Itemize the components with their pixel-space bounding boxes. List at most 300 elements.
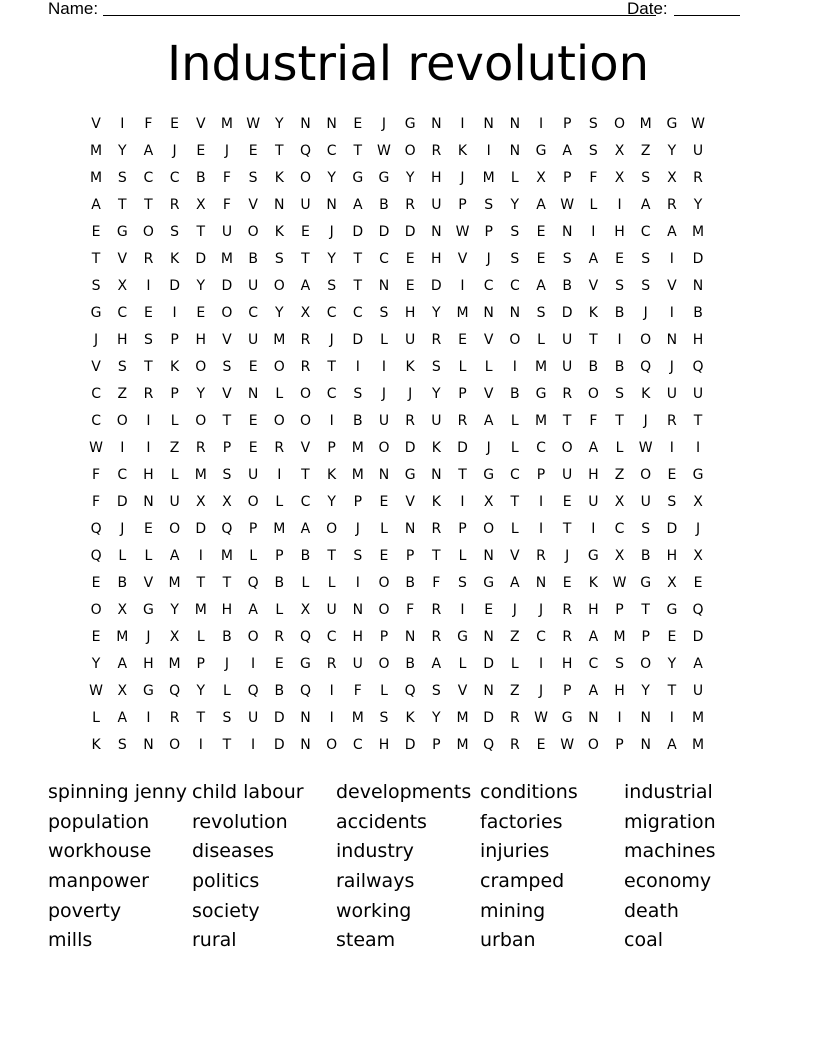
grid-letter: R — [143, 386, 154, 402]
grid-letter: N — [300, 737, 311, 753]
grid-letter: U — [692, 143, 704, 159]
grid-letter: V — [588, 278, 599, 294]
grid-letter: J — [538, 683, 544, 699]
grid-letter: D — [430, 278, 442, 294]
grid-row — [83, 570, 711, 597]
grid-letter: N — [640, 710, 651, 726]
grid-letter: R — [431, 143, 442, 159]
grid-letter: M — [691, 737, 705, 753]
grid-letter: R — [169, 197, 180, 213]
grid-letter: F — [144, 116, 153, 132]
grid-letter: M — [116, 629, 129, 645]
grid-letter: Q — [169, 683, 181, 699]
grid-letter: D — [692, 629, 704, 645]
grid-letter: M — [168, 656, 181, 672]
grid-row — [83, 462, 711, 489]
grid-letter: H — [352, 629, 364, 645]
grid-letter: M — [691, 224, 705, 240]
grid-letter: C — [614, 521, 625, 537]
grid-letter: I — [460, 116, 465, 132]
grid-letter: K — [457, 143, 468, 159]
grid-letter: G — [692, 467, 704, 483]
grid-letter: Y — [327, 494, 336, 510]
grid-letter: V — [195, 116, 206, 132]
grid-letter: R — [562, 602, 573, 618]
grid-letter: A — [536, 278, 546, 294]
grid-letter: S — [641, 278, 651, 294]
grid-letter: S — [667, 494, 677, 510]
grid-letter: O — [169, 521, 181, 537]
grid-letter: T — [301, 251, 310, 267]
grid-letter: L — [92, 710, 100, 726]
grid-letter: W — [560, 737, 575, 753]
grid-letter: N — [404, 629, 416, 645]
grid-letter: J — [486, 251, 491, 267]
grid-letter: S — [117, 359, 127, 375]
grid-letter: N — [431, 224, 442, 240]
grid-letter: T — [327, 548, 336, 564]
grid-letter: X — [117, 278, 128, 294]
grid-row — [83, 327, 711, 354]
word-list-item: economy — [624, 870, 712, 893]
grid-letter: M — [351, 440, 364, 456]
grid-letter: Z — [117, 386, 128, 402]
grid-letter: V — [483, 386, 494, 402]
grid-letter: C — [91, 413, 101, 429]
grid-letter: I — [617, 332, 622, 348]
grid-letter: U — [562, 467, 573, 483]
grid-letter: I — [512, 359, 517, 375]
grid-letter: L — [118, 548, 127, 564]
grid-letter: J — [355, 521, 360, 537]
grid-letter: O — [614, 116, 626, 132]
grid-letter: C — [640, 224, 651, 240]
grid-letter: U — [169, 494, 180, 510]
grid-letter: D — [221, 278, 233, 294]
grid-letter: I — [669, 710, 674, 726]
grid-letter: S — [641, 251, 651, 267]
grid-letter: B — [248, 251, 258, 267]
grid-letter: M — [456, 737, 469, 753]
grid-letter: G — [666, 116, 678, 132]
grid-letter: S — [641, 170, 651, 186]
grid-letter: G — [483, 575, 495, 591]
grid-letter: M — [168, 575, 181, 591]
grid-letter: I — [120, 116, 125, 132]
grid-letter: X — [195, 494, 206, 510]
grid-letter: Q — [640, 359, 652, 375]
grid-letter: C — [117, 467, 128, 483]
grid-letter: I — [460, 494, 465, 510]
grid-letter: Q — [247, 575, 259, 591]
grid-letter: D — [666, 521, 678, 537]
grid-letter: V — [457, 251, 468, 267]
grid-letter: T — [353, 278, 363, 294]
grid-letter: X — [667, 575, 677, 591]
grid-letter: H — [614, 224, 625, 240]
grid-letter: N — [509, 143, 521, 159]
grid-letter: O — [378, 602, 390, 618]
grid-letter: E — [693, 575, 703, 591]
grid-letter: R — [274, 440, 285, 456]
grid-letter: A — [143, 143, 154, 159]
grid-letter: I — [617, 710, 622, 726]
grid-letter: I — [538, 116, 544, 132]
grid-letter: O — [561, 440, 573, 456]
grid-letter: Y — [196, 278, 206, 294]
grid-letter: L — [380, 683, 388, 699]
grid-letter: I — [198, 737, 203, 753]
grid-letter: I — [146, 440, 151, 456]
grid-letter: G — [143, 602, 154, 618]
grid-letter: V — [667, 278, 677, 294]
grid-letter: G — [404, 467, 416, 483]
grid-letter: U — [405, 332, 416, 348]
grid-letter: M — [639, 116, 652, 132]
grid-letter: C — [143, 170, 154, 186]
grid-letter: H — [143, 656, 154, 672]
grid-letter: C — [326, 305, 337, 321]
grid-letter: I — [329, 710, 334, 726]
grid-letter: X — [169, 629, 180, 645]
grid-letter: X — [222, 494, 232, 510]
grid-letter: N — [483, 305, 494, 321]
grid-letter: E — [91, 629, 101, 645]
grid-row — [83, 246, 711, 273]
grid-letter: P — [248, 521, 258, 537]
grid-letter: O — [378, 656, 390, 672]
grid-letter: R — [667, 413, 677, 429]
grid-letter: E — [91, 224, 101, 240]
grid-letter: U — [562, 359, 573, 375]
grid-letter: M — [534, 359, 548, 375]
grid-letter: G — [143, 683, 154, 699]
grid-letter: V — [457, 683, 468, 699]
grid-letter: A — [117, 710, 128, 726]
grid-letter: S — [222, 467, 232, 483]
grid-letter: S — [588, 116, 598, 132]
name-line — [103, 15, 656, 16]
grid-letter: T — [353, 251, 363, 267]
grid-letter: H — [692, 332, 704, 348]
grid-letter: C — [352, 305, 363, 321]
grid-letter: E — [458, 332, 467, 348]
grid-letter: E — [536, 737, 546, 753]
grid-letter: T — [510, 494, 520, 510]
grid-letter: O — [587, 737, 599, 753]
grid-letter: B — [274, 683, 285, 699]
grid-letter: O — [640, 332, 652, 348]
grid-row — [83, 138, 711, 165]
grid-letter: M — [273, 332, 286, 348]
grid-letter: E — [353, 116, 363, 132]
grid-letter: I — [669, 440, 674, 456]
grid-letter: N — [640, 737, 651, 753]
grid-letter: Q — [299, 629, 311, 645]
grid-letter: L — [458, 656, 467, 672]
grid-letter: Y — [327, 251, 336, 267]
grid-letter: T — [615, 413, 624, 429]
grid-letter: N — [247, 386, 259, 402]
grid-letter: J — [224, 143, 230, 159]
grid-letter: Y — [432, 305, 441, 321]
grid-letter: Q — [404, 683, 416, 699]
grid-letter: J — [643, 413, 648, 429]
grid-letter: S — [353, 548, 363, 564]
grid-letter: V — [91, 359, 101, 375]
grid-letter: A — [588, 629, 599, 645]
grid-letter: P — [458, 386, 467, 402]
grid-letter: V — [91, 116, 101, 132]
grid-letter: R — [195, 440, 206, 456]
word-list-item: spinning jenny — [48, 781, 188, 803]
grid-letter: C — [326, 629, 337, 645]
grid-letter: U — [588, 494, 599, 510]
grid-letter: K — [641, 386, 651, 402]
grid-letter: I — [277, 467, 282, 483]
grid-letter: O — [299, 413, 311, 429]
grid-letter: B — [614, 305, 625, 321]
grid-letter: A — [91, 197, 101, 213]
grid-letter: F — [222, 170, 231, 186]
grid-letter: T — [432, 548, 441, 564]
grid-letter: S — [562, 251, 572, 267]
grid-letter: L — [144, 548, 153, 564]
grid-letter: R — [509, 737, 520, 753]
grid-row — [83, 624, 711, 651]
grid-letter: E — [248, 440, 258, 456]
word-list-item: diseases — [192, 840, 275, 863]
grid-letter: Q — [299, 143, 311, 159]
grid-letter: R — [405, 197, 416, 213]
grid-letter: Y — [432, 386, 441, 402]
grid-letter: O — [116, 413, 128, 429]
grid-letter: D — [195, 251, 207, 267]
grid-letter: E — [248, 413, 258, 429]
word-list-item: death — [624, 899, 679, 922]
grid-letter: V — [300, 440, 311, 456]
grid-letter: A — [117, 656, 128, 672]
grid-letter: K — [91, 737, 101, 753]
grid-letter: M — [273, 521, 286, 537]
grid-letter: L — [170, 467, 179, 483]
grid-letter: R — [457, 413, 468, 429]
grid-letter: N — [274, 197, 285, 213]
page-title: Industrial revolution — [166, 36, 650, 92]
grid-letter: D — [378, 224, 390, 240]
grid-letter: P — [615, 737, 624, 753]
grid-letter: C — [91, 386, 101, 402]
grid-letter: F — [589, 413, 598, 429]
grid-letter: R — [300, 332, 311, 348]
date-label: Date: — [627, 0, 668, 18]
grid-letter: J — [669, 359, 674, 375]
grid-letter: Z — [510, 629, 520, 645]
grid-letter: S — [143, 332, 153, 348]
grid-letter: W — [534, 710, 548, 726]
grid-letter: I — [591, 521, 596, 537]
grid-letter: Q — [483, 737, 495, 753]
grid-letter: S — [117, 737, 127, 753]
grid-letter: R — [431, 629, 442, 645]
grid-letter: L — [275, 494, 284, 510]
word-list-item: revolution — [192, 810, 288, 833]
grid-letter: C — [248, 305, 258, 321]
grid-letter: L — [510, 413, 519, 429]
grid-letter: U — [666, 386, 677, 402]
grid-letter: H — [431, 170, 442, 186]
grid-letter: R — [143, 251, 154, 267]
grid-letter: P — [484, 224, 493, 240]
grid-letter: L — [327, 575, 336, 591]
grid-letter: O — [221, 305, 233, 321]
grid-letter: F — [92, 494, 101, 510]
grid-letter: S — [353, 386, 363, 402]
grid-letter: U — [692, 683, 704, 699]
grid-letter: I — [460, 278, 465, 294]
grid-letter: C — [509, 278, 520, 294]
grid-letter: G — [561, 710, 573, 726]
grid-letter: B — [274, 575, 285, 591]
grid-letter: P — [562, 170, 572, 186]
word-list-item: migration — [624, 810, 716, 833]
grid-letter: X — [693, 548, 703, 564]
grid-letter: G — [640, 575, 652, 591]
grid-letter: L — [170, 413, 179, 429]
grid-letter: Z — [510, 683, 520, 699]
grid-letter: I — [146, 278, 151, 294]
grid-letter: U — [247, 278, 259, 294]
grid-letter: T — [327, 359, 336, 375]
grid-letter: I — [329, 413, 334, 429]
grid-letter: N — [692, 278, 704, 294]
grid-letter: H — [431, 251, 442, 267]
grid-letter: E — [405, 251, 415, 267]
grid-letter: E — [379, 494, 389, 510]
grid-letter: J — [460, 170, 465, 186]
grid-letter: C — [483, 278, 494, 294]
grid-letter: D — [692, 251, 704, 267]
grid-letter: T — [91, 251, 101, 267]
grid-letter: N — [378, 467, 390, 483]
grid-letter: Y — [170, 602, 179, 618]
grid-letter: P — [562, 116, 572, 132]
word-list-item: railways — [336, 870, 415, 893]
grid-letter: Q — [299, 683, 311, 699]
grid-letter: A — [693, 656, 703, 672]
grid-letter: T — [222, 413, 232, 429]
grid-letter: T — [589, 332, 598, 348]
grid-letter: V — [143, 575, 154, 591]
grid-letter: C — [509, 467, 520, 483]
grid-letter: A — [536, 197, 546, 213]
grid-letter: L — [510, 440, 519, 456]
grid-letter: P — [458, 197, 467, 213]
grid-letter: N — [666, 332, 678, 348]
grid-letter: N — [352, 602, 364, 618]
grid-letter: R — [300, 359, 311, 375]
grid-letter: I — [355, 359, 360, 375]
grid-letter: T — [196, 710, 206, 726]
grid-letter: M — [220, 548, 233, 564]
grid-letter: O — [299, 386, 311, 402]
grid-letter: T — [353, 143, 363, 159]
grid-letter: B — [353, 413, 363, 429]
grid-letter: Q — [90, 521, 102, 537]
grid-row — [83, 651, 711, 678]
grid-letter: N — [143, 494, 154, 510]
grid-letter: E — [484, 602, 494, 618]
grid-letter: R — [562, 386, 573, 402]
grid-letter: D — [404, 737, 416, 753]
grid-letter: P — [458, 521, 467, 537]
grid-letter: E — [667, 629, 677, 645]
grid-letter: S — [510, 224, 520, 240]
grid-letter: T — [144, 359, 153, 375]
grid-letter: H — [143, 467, 154, 483]
grid-letter: S — [484, 197, 494, 213]
grid-letter: N — [431, 467, 442, 483]
grid-letter: J — [408, 386, 413, 402]
grid-letter: R — [562, 629, 573, 645]
grid-letter: E — [248, 143, 258, 159]
grid-letter: I — [329, 683, 334, 699]
grid-letter: A — [300, 278, 311, 294]
grid-letter: A — [510, 575, 520, 591]
grid-letter: L — [537, 332, 545, 348]
grid-letter: L — [301, 575, 310, 591]
grid-letter: K — [170, 251, 180, 267]
grid-letter: U — [692, 386, 704, 402]
grid-letter: D — [483, 656, 495, 672]
grid-letter: W — [691, 116, 705, 132]
grid-letter: F — [222, 197, 231, 213]
grid-letter: A — [353, 197, 363, 213]
grid-letter: J — [381, 386, 387, 402]
grid-letter: Y — [667, 656, 677, 672]
grid-letter: A — [588, 251, 599, 267]
grid-letter: L — [380, 332, 388, 348]
grid-letter: N — [326, 197, 337, 213]
grid-letter: K — [431, 494, 441, 510]
word-list-item: accidents — [336, 810, 427, 833]
grid-letter: C — [379, 251, 389, 267]
grid-letter: D — [273, 737, 285, 753]
grid-letter: H — [588, 467, 599, 483]
grid-letter: U — [431, 197, 442, 213]
grid-letter: A — [562, 143, 572, 159]
grid-letter: M — [194, 467, 207, 483]
grid-letter: Q — [692, 359, 704, 375]
grid-letter: P — [170, 332, 179, 348]
grid-letter: L — [589, 197, 598, 213]
grid-letter: U — [221, 224, 233, 240]
grid-letter: R — [431, 332, 442, 348]
grid-letter: L — [380, 521, 388, 537]
grid-letter: N — [483, 629, 494, 645]
grid-letter: G — [535, 143, 547, 159]
grid-letter: E — [405, 278, 415, 294]
grid-letter: T — [196, 224, 206, 240]
grid-letter: F — [432, 575, 441, 591]
grid-letter: F — [589, 170, 598, 186]
word-list-item: manpower — [48, 870, 149, 893]
grid-letter: U — [300, 197, 311, 213]
grid-letter: O — [640, 656, 652, 672]
grid-letter: P — [275, 548, 284, 564]
grid-letter: K — [274, 170, 284, 186]
grid-letter: C — [352, 737, 363, 753]
